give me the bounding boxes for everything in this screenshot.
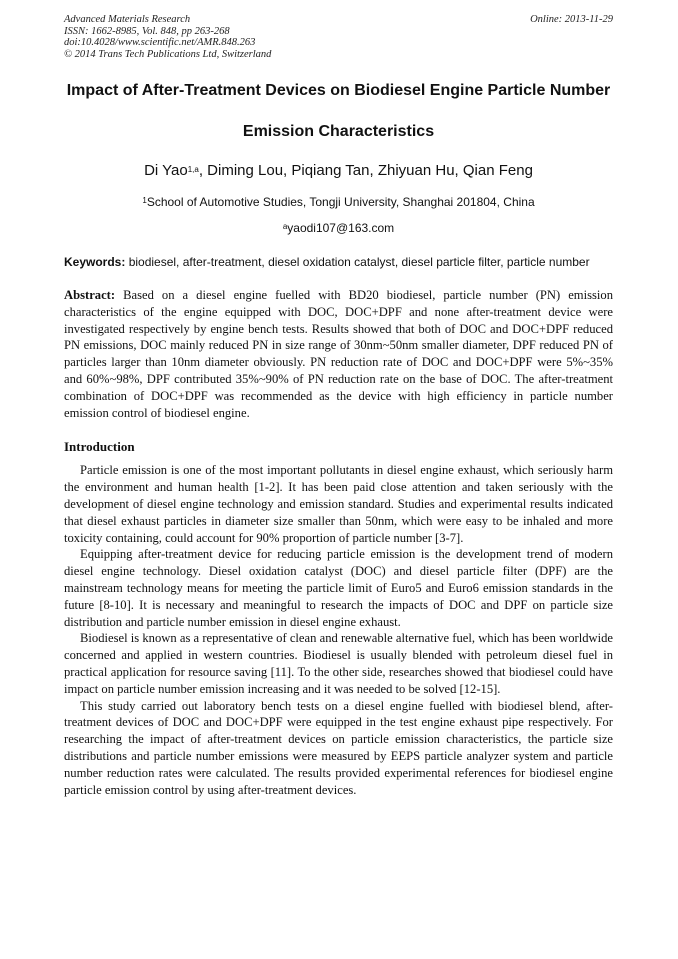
abstract-label: Abstract: <box>64 288 116 302</box>
intro-paragraph-4: This study carried out laboratory bench tests on a diesel engine fuelled with biodiesel blend, after-treatment devices of DOC and DOC+DPF were equipped in the test engine exhaust pipe respectively. For researching the impact of after-treatment devices on particle emission characteristics, the particle size distributions and particle number emissions were measured by EEPS particle analyzer system and particle number reduction rates were calculated. The results provided experimental references for biodiesel engine particle emission control by using after-treatment devices. <box>64 698 613 797</box>
keywords <box>64 254 613 270</box>
email-superscript: a <box>282 222 288 231</box>
affiliation-superscript: 1 <box>142 196 147 205</box>
email-text: yaodi107@163.com <box>287 221 395 235</box>
online-date: Online: 2013-11-29 <box>530 14 613 25</box>
first-author: Di Yao <box>144 162 188 179</box>
affiliation <box>64 194 613 210</box>
paper-page <box>64 14 613 798</box>
introduction-body <box>64 462 613 798</box>
journal-name: Advanced Materials Research <box>64 14 191 25</box>
doi-line: doi:10.4028/www.scientific.net/AMR.848.263 <box>64 37 256 48</box>
author-email <box>64 220 613 236</box>
intro-paragraph-2: Equipping after-treatment device for reducing particle emission is the development trend of modern diesel engine technology. Diesel oxidation catalyst (DOC) and diesel particle filter (DPF) are the mainstream technology means for meeting the particle limit of Euro5 and Euro6 emission standards in the future [8-10]. It is necessary and meaningful to research the impacts of DOC and DPF on particle size distribution and particle number emission in diesel engine exhaust. <box>64 547 613 629</box>
title-line-2: Emission Characteristics <box>242 123 435 140</box>
journal-header <box>64 14 613 60</box>
abstract <box>64 287 613 421</box>
intro-paragraph-3: Biodiesel is known as a representative of clean and renewable alternative fuel, which has been worldwide concerned and applied in western countries. Biodiesel is usually blended with petroleum diesel fuel in practical application for resource saving [11]. To the other side, researches showed that biodiesel could have impact on particle number emission increasing and it was needed to be solved [12-15]. <box>64 631 613 696</box>
first-author-superscript: 1,a <box>187 165 199 174</box>
affiliation-text: School of Automotive Studies, Tongji University, Shanghai 201804, China <box>146 195 535 209</box>
issn-line: ISSN: 1662-8985, Vol. 848, pp 263-268 <box>64 25 230 37</box>
intro-paragraph-1: Particle emission is one of the most important pollutants in diesel engine exhaust, which seriously harm the environment and human health [1-2]. It has been paid close attention and taken seriously with the development of diesel engine technology and emission standard. Studies and experimental results indicated that diesel exhaust particles in diameter size smaller than 50nm, which were easy to be inhaled and more toxicity containing, could account for 90% proportion of particle number [3-7]. <box>64 463 613 545</box>
paper-title <box>64 70 613 152</box>
copyright-line: © 2014 Trans Tech Publications Ltd, Switzerland <box>64 48 272 60</box>
keywords-label: Keywords: <box>64 255 126 269</box>
section-heading-introduction: Introduction <box>64 439 135 455</box>
title-line-1: Impact of After-Treatment Devices on Biodiesel Engine Particle Number <box>66 82 611 99</box>
author-list <box>64 161 613 181</box>
abstract-text: Based on a diesel engine fuelled with BD20 biodiesel, particle number (PN) emission characteristics of the engine equipped with DOC, DOC+DPF and none after-treatment device were investigated respectively by engine bench tests. Results showed that both of DOC and DOC+DPF reduced PN emissions, DOC mainly reduced PN in size range of 30nm~50nm smaller diameter, DPF reduced PN of particles larger than 10nm diameter obviously. PN reduction rate of DOC and DOC+DPF were 5%~35% and 60%~98%, DPF contributed 35%~90% of PN reduction rate on the base of DOC. The after-treatment combination of DOC+DPF was recommended as the device with high efficiency in particle number emission control of biodiesel engine. <box>64 288 613 420</box>
keywords-text: biodiesel, after-treatment, diesel oxidation catalyst, diesel particle filter, particle number <box>125 255 590 269</box>
other-authors: , Diming Lou, Piqiang Tan, Zhiyuan Hu, Qian Feng <box>198 162 533 179</box>
